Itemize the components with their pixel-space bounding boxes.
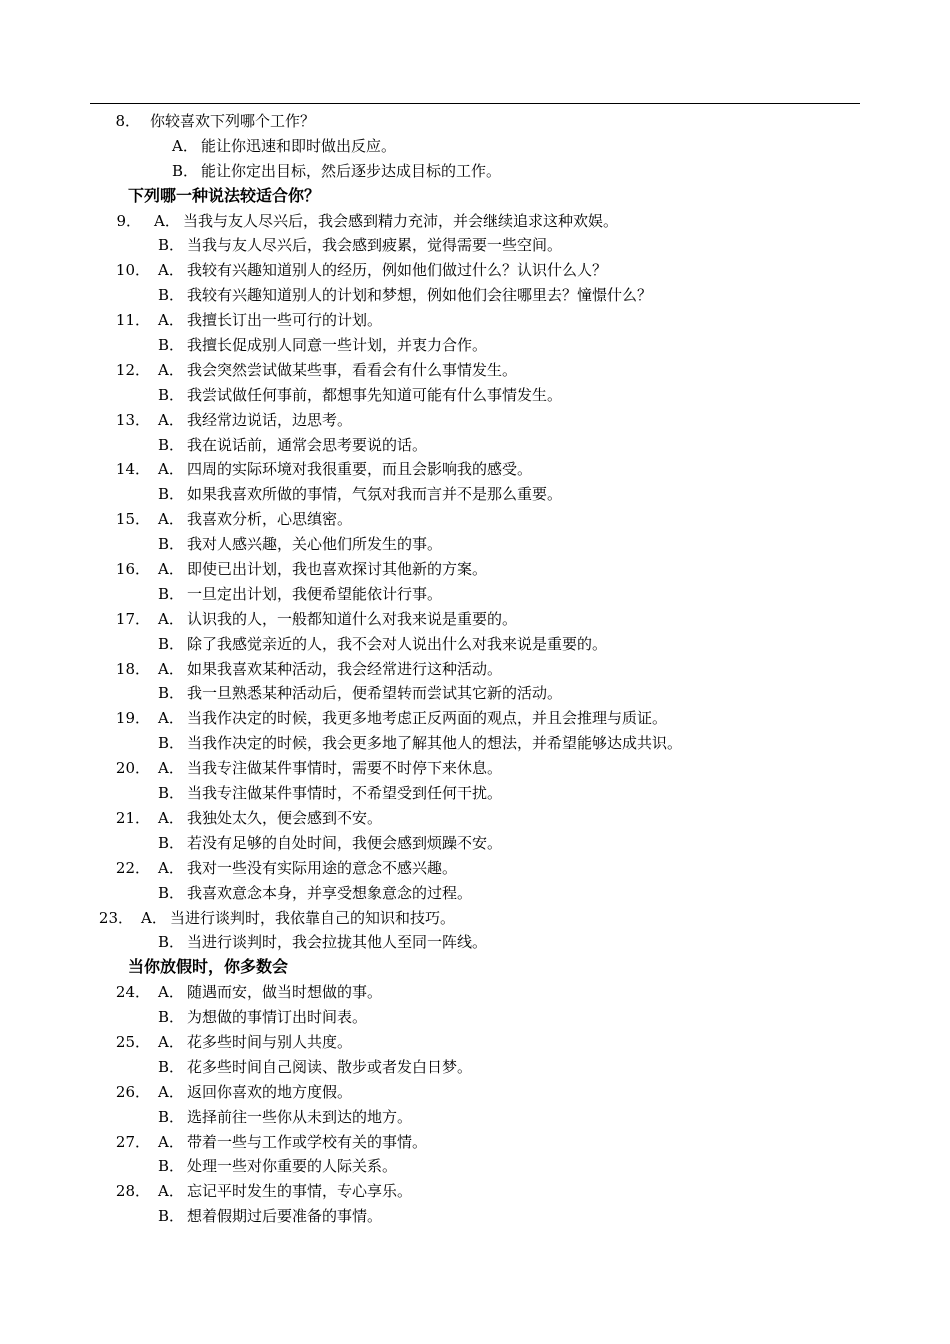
option-label: B． xyxy=(158,784,185,803)
option-text: 我独处太久，便会感到不安。 xyxy=(187,808,383,827)
question-24-option-b xyxy=(0,1005,950,1030)
questionnaire xyxy=(0,109,950,1229)
option-label: A． xyxy=(158,410,184,429)
option-label: A． xyxy=(158,460,184,479)
question-number: 9． xyxy=(116,211,141,230)
question-18-option-b xyxy=(0,681,950,706)
question-13-option-b xyxy=(0,433,950,458)
question-19-option-a xyxy=(0,706,950,731)
option-label: B． xyxy=(158,1057,185,1076)
option-label: A． xyxy=(158,360,184,379)
option-label: B． xyxy=(158,286,185,305)
question-13-option-a xyxy=(0,408,950,433)
question-25-option-a xyxy=(0,1030,950,1055)
question-number: 18． xyxy=(115,659,150,678)
option-text: 带着一些与工作或学校有关的事情。 xyxy=(187,1132,428,1151)
question-number: 21． xyxy=(115,808,150,827)
option-label: A． xyxy=(158,609,184,628)
option-text: 花多些时间与别人共度。 xyxy=(187,1032,353,1051)
option-label: B． xyxy=(158,1207,185,1226)
option-text: 我擅长促成别人同意一些计划，并衷力合作。 xyxy=(187,336,488,355)
question-10-option-a xyxy=(0,258,950,283)
question-14-option-b xyxy=(0,482,950,507)
option-b xyxy=(0,159,950,184)
question-15-option-a xyxy=(0,507,950,532)
option-text: 为想做的事情订出时间表。 xyxy=(187,1008,368,1027)
question-23-option-a xyxy=(0,906,950,931)
section-heading: 下列哪一种说法较适合你？ xyxy=(128,185,321,205)
option-text: 当我专注做某件事情时，需要不时停下来休息。 xyxy=(187,759,503,778)
option-label: B． xyxy=(158,684,185,703)
question-11-option-b xyxy=(0,333,950,358)
option-text: 我较有兴趣知道别人的经历，例如他们做过什么？认识什么人？ xyxy=(187,261,608,280)
question-number: 13． xyxy=(115,410,150,429)
question-number: 28． xyxy=(115,1182,150,1201)
question-number: 23． xyxy=(98,908,133,927)
question-21-option-b xyxy=(0,831,950,856)
option-text: 我对一些没有实际用途的意念不感兴趣。 xyxy=(187,858,458,877)
option-label: A． xyxy=(158,983,184,1002)
question-number: 26． xyxy=(115,1082,150,1101)
option-text: 认识我的人，一般都知道什么对我来说是重要的。 xyxy=(187,609,518,628)
question-27-option-b xyxy=(0,1154,950,1179)
option-text: 随遇而安，做当时想做的事。 xyxy=(187,983,383,1002)
option-text: 当我与友人尽兴后，我会感到精力充沛，并会继续追求这种欢娱。 xyxy=(183,211,619,230)
question-17-option-a xyxy=(0,607,950,632)
option-label: B． xyxy=(158,336,185,355)
option-label: A． xyxy=(158,510,184,529)
option-label: A． xyxy=(158,709,184,728)
option-text: 返回你喜欢的地方度假。 xyxy=(187,1082,353,1101)
option-text: 忘记平时发生的事情，专心享乐。 xyxy=(187,1182,413,1201)
option-label: A． xyxy=(172,136,198,155)
question-25-option-b xyxy=(0,1055,950,1080)
question-16-option-b xyxy=(0,582,950,607)
question-16-option-a xyxy=(0,557,950,582)
option-label: B． xyxy=(172,161,199,180)
question-number: 15． xyxy=(115,510,150,529)
option-text: 当我专注做某件事情时，不希望受到任何干扰。 xyxy=(187,784,503,803)
question-text: 你较喜欢下列哪个工作？ xyxy=(150,112,316,130)
question-number: 20． xyxy=(115,759,150,778)
option-label: A． xyxy=(158,1032,184,1051)
question-number: 12． xyxy=(115,360,150,379)
question-number: 17． xyxy=(115,609,150,628)
question-number: 8． xyxy=(115,112,140,130)
section-heading: 当你放假时，你多数会 xyxy=(128,957,289,977)
option-label: B． xyxy=(158,883,185,902)
question-8 xyxy=(0,109,950,134)
question-number: 10． xyxy=(115,261,150,280)
question-number: 16． xyxy=(115,560,150,579)
option-label: A． xyxy=(158,1182,184,1201)
option-text: 我会突然尝试做某些事，看看会有什么事情发生。 xyxy=(187,360,518,379)
option-label: B． xyxy=(158,1107,185,1126)
question-number: 22． xyxy=(115,858,150,877)
question-9-option-a xyxy=(0,209,950,234)
question-28-option-b xyxy=(0,1204,950,1229)
question-24-option-a xyxy=(0,980,950,1005)
question-15-option-b xyxy=(0,532,950,557)
option-label: A． xyxy=(158,311,184,330)
option-text: 当我作决定的时候，我更多地考虑正反两面的观点，并且会推理与质证。 xyxy=(187,709,668,728)
option-label: B． xyxy=(158,535,185,554)
option-text: 如果我喜欢所做的事情，气氛对我而言并不是那么重要。 xyxy=(187,485,563,504)
question-23-option-b xyxy=(0,930,950,955)
option-label: B． xyxy=(158,833,185,852)
option-label: B． xyxy=(158,634,185,653)
question-12-option-b xyxy=(0,383,950,408)
option-label: A． xyxy=(158,1082,184,1101)
option-label: B． xyxy=(158,435,185,454)
question-19-option-b xyxy=(0,731,950,756)
question-number: 24． xyxy=(115,983,150,1002)
option-label: A． xyxy=(141,908,167,927)
option-text: 若没有足够的自处时间，我便会感到烦躁不安。 xyxy=(187,833,503,852)
option-text: 我在说话前，通常会思考要说的话。 xyxy=(187,435,428,454)
option-text: 即使已出计划，我也喜欢探讨其他新的方案。 xyxy=(187,560,488,579)
question-number: 11． xyxy=(115,311,150,330)
question-18-option-a xyxy=(0,657,950,682)
question-11-option-a xyxy=(0,308,950,333)
option-label: B． xyxy=(158,485,185,504)
option-text: 当进行谈判时，我会拉拢其他人至同一阵线。 xyxy=(187,933,488,952)
question-26-option-a xyxy=(0,1080,950,1105)
question-22-option-b xyxy=(0,881,950,906)
question-22-option-a xyxy=(0,856,950,881)
question-number: 27． xyxy=(115,1132,150,1151)
option-label: B． xyxy=(158,584,185,603)
option-label: A． xyxy=(154,211,180,230)
option-label: A． xyxy=(158,560,184,579)
option-label: B． xyxy=(158,1008,185,1027)
option-text: 当进行谈判时，我依靠自己的知识和技巧。 xyxy=(170,908,456,927)
option-label: A． xyxy=(158,759,184,778)
option-label: B． xyxy=(158,734,185,753)
option-label: A． xyxy=(158,261,184,280)
option-text: 当我与友人尽兴后，我会感到疲累，觉得需要一些空间。 xyxy=(187,236,563,255)
option-label: B． xyxy=(158,385,185,404)
option-text: 我喜欢分析，心思缜密。 xyxy=(187,510,353,529)
question-27-option-a xyxy=(0,1130,950,1155)
option-text: 当我作决定的时候，我会更多地了解其他人的想法，并希望能够达成共识。 xyxy=(187,734,683,753)
option-text: 想着假期过后要准备的事情。 xyxy=(187,1207,383,1226)
option-text: 我经常边说话，边思考。 xyxy=(187,410,353,429)
option-label: B． xyxy=(158,933,185,952)
option-label: A． xyxy=(158,858,184,877)
option-label: B． xyxy=(158,1157,185,1176)
option-text: 除了我感觉亲近的人，我不会对人说出什么对我来说是重要的。 xyxy=(187,634,608,653)
question-20-option-b xyxy=(0,781,950,806)
option-text: 我对人感兴趣，关心他们所发生的事。 xyxy=(187,535,443,554)
question-17-option-b xyxy=(0,632,950,657)
option-label: A． xyxy=(158,659,184,678)
question-9-option-b xyxy=(0,233,950,258)
question-number: 19． xyxy=(115,709,150,728)
question-12-option-a xyxy=(0,358,950,383)
option-label: B． xyxy=(158,236,185,255)
option-text: 我喜欢意念本身，并享受想象意念的过程。 xyxy=(187,883,473,902)
option-text: 能让你定出目标，然后逐步达成目标的工作。 xyxy=(201,161,502,180)
option-text: 我较有兴趣知道别人的计划和梦想，例如他们会往哪里去？憧憬什么？ xyxy=(187,286,653,305)
header-rule xyxy=(90,103,860,104)
question-26-option-b xyxy=(0,1105,950,1130)
option-text: 一旦定出计划，我便希望能依计行事。 xyxy=(187,584,443,603)
option-text: 如果我喜欢某种活动，我会经常进行这种活动。 xyxy=(187,659,503,678)
option-text: 我尝试做任何事前，都想事先知道可能有什么事情发生。 xyxy=(187,385,563,404)
option-text: 选择前往一些你从未到达的地方。 xyxy=(187,1107,413,1126)
option-text: 处理一些对你重要的人际关系。 xyxy=(187,1157,398,1176)
question-21-option-a xyxy=(0,806,950,831)
option-text: 我一旦熟悉某种活动后，便希望转而尝试其它新的活动。 xyxy=(187,684,563,703)
question-28-option-a xyxy=(0,1179,950,1204)
question-20-option-a xyxy=(0,756,950,781)
question-number: 25． xyxy=(115,1032,150,1051)
question-14-option-a xyxy=(0,457,950,482)
option-text: 花多些时间自己阅读、散步或者发白日梦。 xyxy=(187,1057,473,1076)
option-text: 能让你迅速和即时做出反应。 xyxy=(201,136,397,155)
option-text: 四周的实际环境对我很重要，而且会影响我的感受。 xyxy=(187,460,533,479)
option-text: 我擅长订出一些可行的计划。 xyxy=(187,311,383,330)
option-a xyxy=(0,134,950,159)
option-label: A． xyxy=(158,808,184,827)
question-10-option-b xyxy=(0,283,950,308)
question-number: 14． xyxy=(115,460,150,479)
option-label: A． xyxy=(158,1132,184,1151)
